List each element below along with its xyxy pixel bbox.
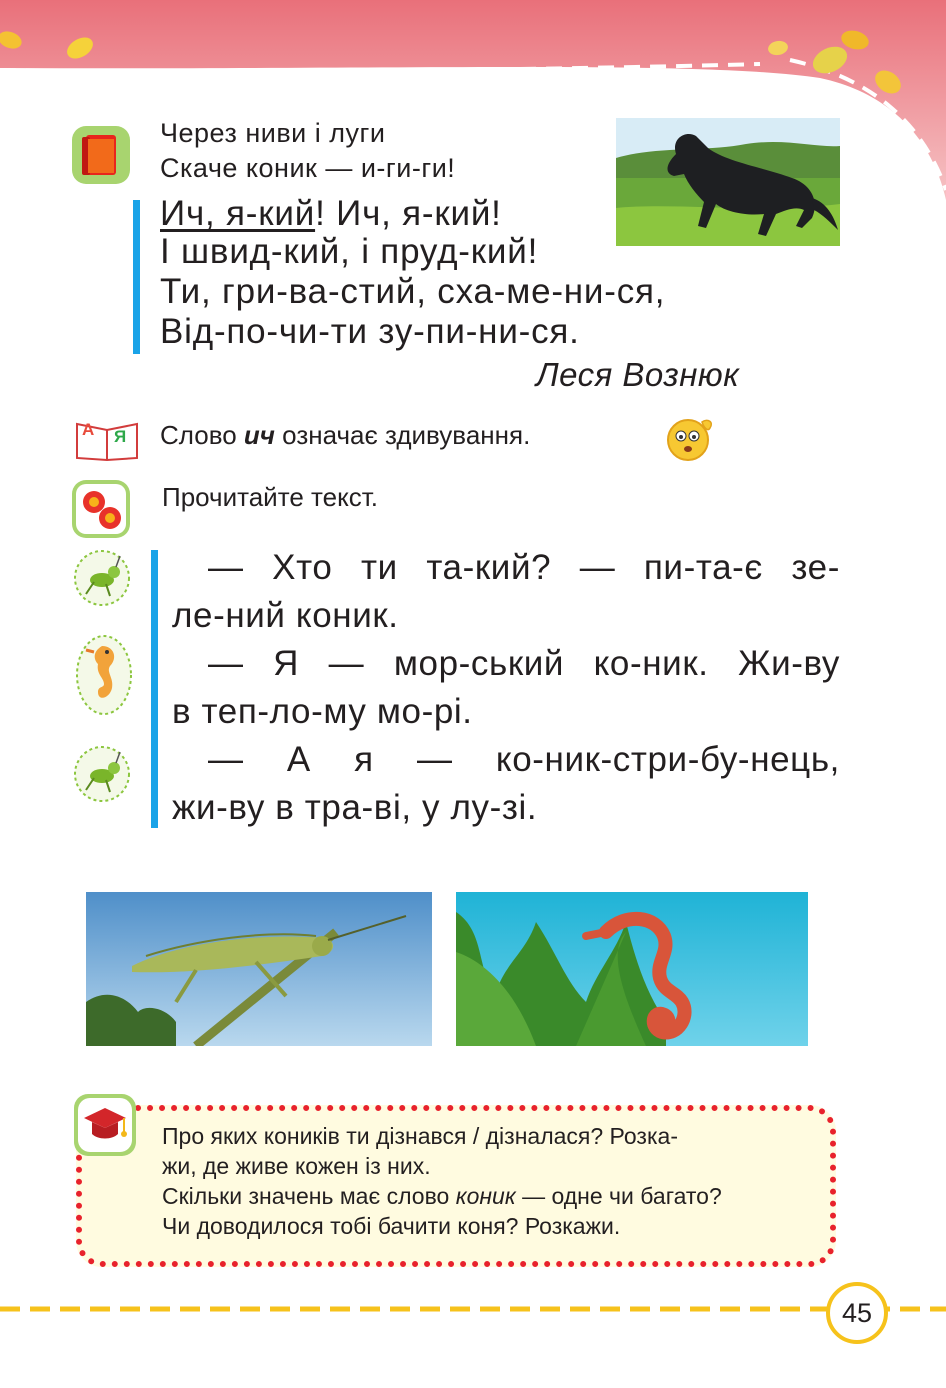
grasshopper-icon — [72, 548, 132, 608]
dialog-accent-bar — [151, 550, 158, 828]
word-note — [160, 420, 530, 451]
grasshopper-photo — [86, 892, 432, 1046]
word-note-prefix: Слово — [160, 420, 244, 450]
dialog-line: — Хто ти та-кий? — пи-та-є зе- — [208, 548, 840, 587]
task-word-konyk: коник — [455, 1183, 516, 1209]
dialog-line: жи-ву в тра-ві, у лу-зі. — [172, 788, 538, 827]
grasshopper-icon-2 — [72, 744, 132, 804]
word-note-word: ич — [243, 420, 275, 450]
alphabet-book-icon — [74, 412, 140, 462]
dialog-line: в теп-ло-му мо-рі. — [172, 692, 473, 731]
letter-a: А — [82, 420, 95, 439]
task-line-3-suffix: — одне чи багато? — [515, 1183, 722, 1209]
task-line-4: Чи доводилося тобі бачити коня? Розкажи. — [162, 1213, 621, 1239]
poem-accent-bar — [133, 200, 140, 354]
footer-dashed-line — [0, 1306, 946, 1312]
poem-author: Леся Вознюк — [536, 356, 740, 393]
task-line-3-prefix: Скільки значень має слово — [162, 1183, 456, 1209]
dialog-line: — А я — ко-ник-стри-бу-нець, — [208, 740, 840, 779]
poem-underlined-word: Ич, я-кий — [160, 194, 316, 233]
instruction: Прочитайте текст. — [162, 482, 378, 512]
task-line-2: жи, де живе кожен із них. — [162, 1153, 431, 1179]
surprised-emoji-icon — [664, 414, 718, 462]
seahorse-icon — [74, 634, 134, 716]
letter-ya: Я — [114, 427, 127, 446]
task-line-3 — [162, 1181, 722, 1212]
dialog-text — [172, 544, 840, 832]
dialog-line: — Я — мор-ський ко-ник. Жи-ву — [208, 644, 840, 683]
book-icon — [72, 126, 130, 184]
poem-line-1: Через ниви і луги — [160, 118, 386, 148]
seahorse-photo — [456, 892, 808, 1046]
page-number: 45 — [826, 1282, 888, 1344]
task-line-1: Про яких коників ти дізнався / дізналася? Розка- — [162, 1123, 678, 1149]
reading-task-icon — [72, 480, 130, 538]
graduation-cap-icon — [74, 1094, 136, 1156]
poem-line-2: Скаче коник — и-ги-ги! — [160, 153, 456, 183]
horse-photo — [616, 118, 840, 246]
dialog-line: ле-ний коник. — [172, 596, 399, 635]
poem-line-4: І швид-кий, і пруд-кий! — [160, 232, 539, 271]
poem-line-3-rest: ! Ич, я-кий! — [315, 194, 502, 233]
poem-line-5: Ти, гри-ва-стий, сха-ме-ни-ся, — [160, 272, 666, 311]
word-note-suffix: означає здивування. — [274, 420, 531, 450]
poem-line-6: Від-по-чи-ти зу-пи-ни-ся. — [160, 312, 580, 351]
